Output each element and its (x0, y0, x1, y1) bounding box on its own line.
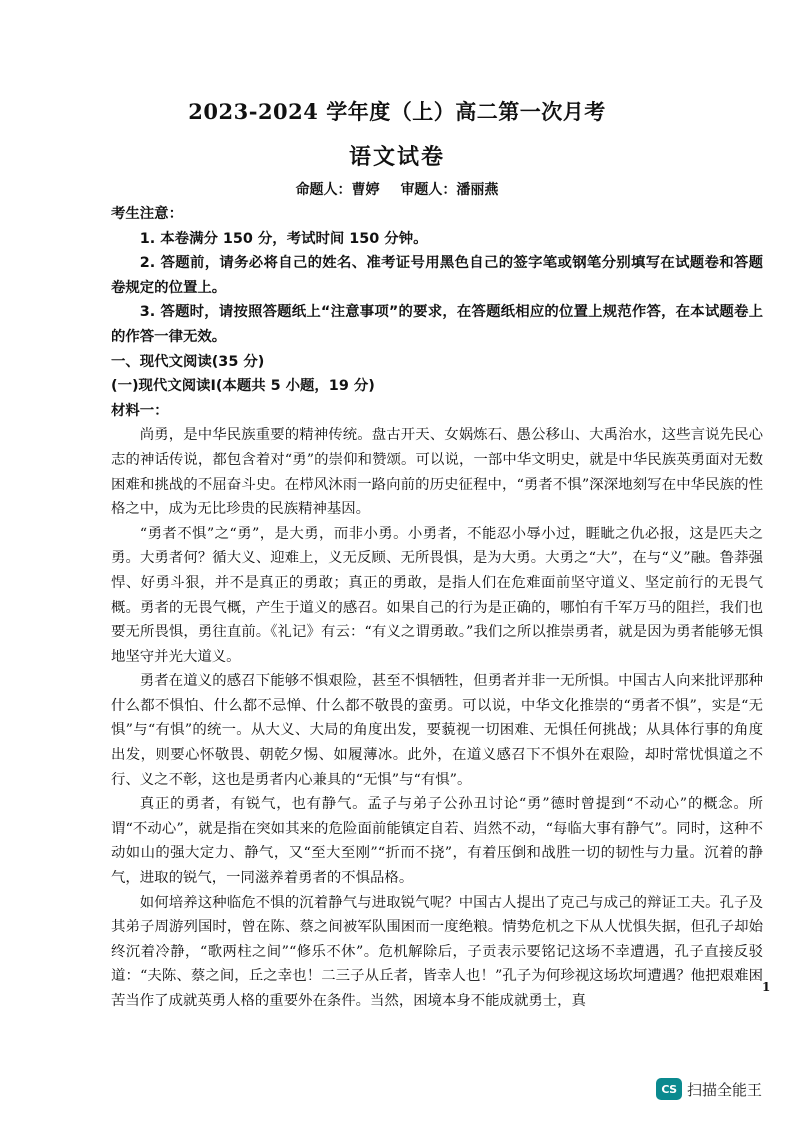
exam-body (111, 202, 763, 1014)
notice-item: 2. 答题前，请务必将自己的姓名、准考证号用黑色自己的签字笔或钢笔分别填写在试题卷和答题卷规定的位置上。 (111, 255, 763, 296)
notice-heading: 考生注意： (111, 206, 183, 222)
notice-item: 1. 本卷满分 150 分，考试时间 150 分钟。 (139, 230, 428, 247)
passage-paragraph: 尚勇，是中华民族重要的精神传统。盘古开天、女娲炼石、愚公移山、大禹治水，这些言说先民心志的神话传说，都包含着对“勇”的崇仰和赞颂。可以说，一部中华文明史，就是中华民族英勇面对无数困难和挑战的不屈奋斗史。在栉风沐雨一路向前的历史征程中，“勇者不惧”深深地刻写在中华民族的性格之中，成为无比珍贵的民族精神基因。 (111, 427, 763, 518)
passage-paragraph: 如何培养这种临危不惧的沉着静气与进取锐气呢？中国古人提出了克己与成己的辩证工夫。孔子及其弟子周游列国时，曾在陈、蔡之间被军队围困而一度绝粮。情势危机之下从人忧惧失据，但孔子却始终沉着冷静，“歌两柱之间”“修乐不休”。危机解除后，子贡表示要铭记这场不幸遭遇，孔子直接反驳道：“夫陈、蔡之间，丘之幸也！二三子从丘者，皆幸人也！”孔子为何珍视这场坎坷遭遇？他把艰难困苦当作了成就英勇人格的重要外在条件。当然，困境本身不能成就勇士，真 (111, 894, 763, 1009)
scanner-watermark (656, 1077, 762, 1101)
camscanner-logo-icon: CS (656, 1078, 682, 1100)
section-heading: 一、现代文阅读(35 分) (111, 353, 265, 370)
watermark-text: 扫描全能王 (687, 1080, 763, 1099)
exam-authors (0, 179, 794, 199)
notice-item: 3. 答题时，请按照答题纸上“注意事项”的要求，在答题纸相应的位置上规范作答，在本试题卷上的作答一律无效。 (111, 304, 763, 345)
exam-subtitle: 语文试卷 (348, 144, 445, 170)
section-subheading: (一)现代文阅读Ⅰ(本题共 5 小题，19 分) (111, 378, 375, 395)
exam-title: 2023-2024 学年度（上）高二第一次月考 (188, 99, 606, 124)
passage-paragraph: 勇者在道义的感召下能够不惧艰险，甚至不惧牺牲，但勇者并非一无所惧。中国古人向来批评那种什么都不惧怕、什么都不忌惮、什么都不敬畏的蛮勇。可以说，中华文化推崇的“勇者不惧”，实是“无惧”与“有惧”的统一。从大义、大局的角度出发，要藐视一切困难、无惧任何挑战；从具体行事的角度出发，则要心怀敬畏、朝乾夕惕、如履薄冰。此外，在道义感召下不惧外在艰险，却时常忧惧道之不行、义之不彰，这也是勇者内心兼具的“无惧”与“有惧”。 (111, 673, 763, 788)
passage-paragraph: “勇者不惧”之“勇”，是大勇，而非小勇。小勇者，不能忍小辱小过，睚眦之仇必报，这是匹夫之勇。大勇者何？循大义、迎难上，义无反顾、无所畏惧，是为大勇。大勇之“大”，在与“义”融。鲁莽强悍、好勇斗狠，并不是真正的勇敢；真正的勇敢，是指人们在危难面前坚守道义、坚定前行的无畏气概。勇者的无畏气概，产生于道义的感召。如果自己的行为是正确的，哪怕有千军万马的阻拦，我们也要无所畏惧，勇往直前。《礼记》有云：“有义之谓勇敢。”我们之所以推崇勇者，就是因为勇者能够无惧地坚守并光大道义。 (111, 525, 763, 665)
setter-label: 命题人：曹婷 (295, 182, 380, 198)
material-label: 材料一： (111, 402, 169, 419)
page-number: 1 (762, 980, 771, 994)
reviewer-label: 审题人：潘丽燕 (400, 182, 499, 198)
passage-paragraph: 真正的勇者，有锐气，也有静气。孟子与弟子公孙丑讨论“勇”德时曾提到“不动心”的概念。所谓“不动心”，就是指在突如其来的危险面前能镇定自若、岿然不动，“每临大事有静气”。同时，这种不动如山的强大定力、静气，又“至大至刚”“折而不挠”，有着压倒和战胜一切的韧性与力量。沉着的静气，进取的锐气，一同滋养着勇者的不惧品格。 (111, 796, 763, 887)
